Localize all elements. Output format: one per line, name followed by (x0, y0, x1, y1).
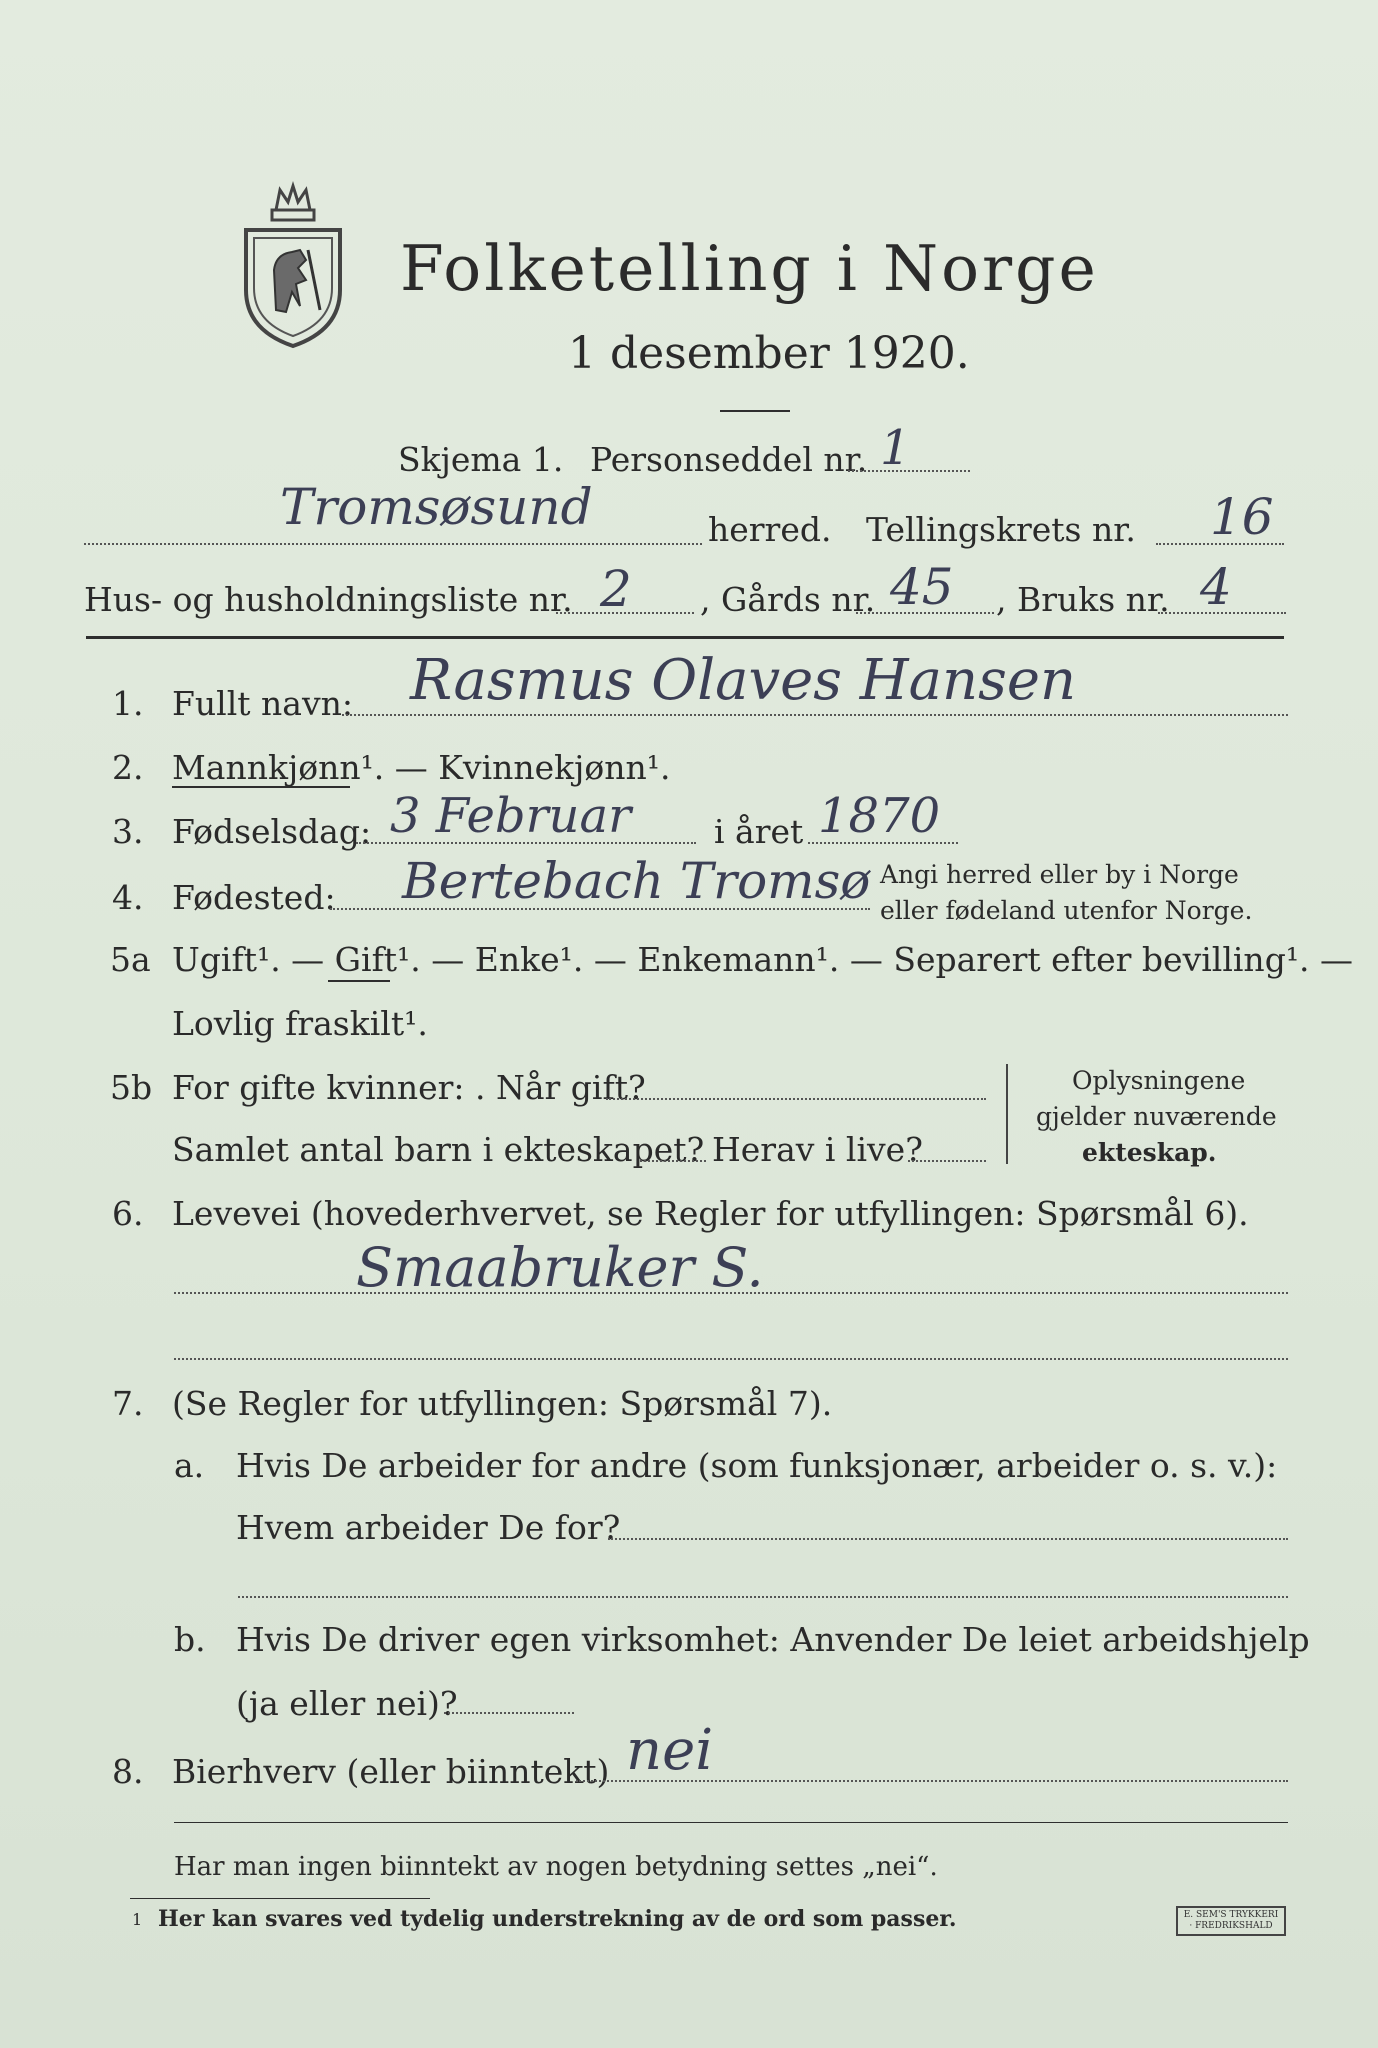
bruks-label: , Bruks nr. (996, 580, 1170, 619)
footer-note: Har man ingen biinntekt av nogen betydning settes „nei“. (174, 1852, 938, 1882)
bruks-value[interactable]: 4 (1200, 558, 1232, 616)
q3-value[interactable]: 3 Februar (390, 788, 632, 844)
q2-underline-mannkjonn (172, 786, 350, 788)
q2-label: Mannkjønn¹. — Kvinnekjønn¹. (172, 748, 671, 787)
footnote-text: Her kan svares ved tydelig understrekning av de ord som passer. (158, 1906, 957, 1932)
q7a-line-1 (608, 1538, 1288, 1540)
q7a-number: a. (174, 1446, 205, 1485)
personseddel-label: Personseddel nr. (590, 440, 868, 479)
q1-line (342, 714, 1288, 716)
q5b-note-2: gjelder nuværende (1036, 1102, 1277, 1131)
q6-number: 6. (112, 1194, 144, 1233)
gards-label: , Gårds nr. (700, 580, 876, 619)
q5a-label-2: Lovlig fraskilt¹. (172, 1004, 428, 1043)
q4-note-1: Angi herred eller by i Norge (880, 860, 1239, 889)
q3-year-value[interactable]: 1870 (818, 788, 941, 844)
q4-number: 4. (112, 878, 144, 917)
q6-line-2 (174, 1358, 1288, 1360)
gards-value[interactable]: 45 (890, 558, 954, 616)
q5b-brace (1006, 1064, 1008, 1164)
form-title: Folketelling i Norge (400, 232, 1099, 305)
q5b-label: For gifte kvinner: . Når gift? (172, 1068, 646, 1107)
tellingskrets-value[interactable]: 16 (1210, 488, 1274, 546)
q5b-alive-line (908, 1160, 986, 1162)
herred-line (84, 543, 702, 545)
q4-value[interactable]: Bertebach Tromsø (402, 852, 871, 910)
q1-value[interactable]: Rasmus Olaves Hansen (410, 648, 1077, 713)
hus-label: Hus- og husholdningsliste nr. (84, 580, 573, 619)
skjema-label: Skjema 1. (398, 440, 564, 479)
q5b-note-1: Oplysningene (1072, 1066, 1246, 1095)
q2-number: 2. (112, 748, 144, 787)
header-divider (86, 636, 1284, 639)
herred-label: herred. (708, 510, 832, 549)
q7a-line-2 (238, 1596, 1288, 1598)
q5a-underline-gift (328, 980, 390, 982)
q7b-label-2: (ja eller nei)? (236, 1684, 458, 1723)
q5b-number: 5b (110, 1068, 153, 1107)
q5b-label-3: Herav i live? (712, 1130, 923, 1169)
q4-note-2: eller fødeland utenfor Norge. (880, 896, 1253, 925)
q5a-label: Ugift¹. — Gift¹. — Enke¹. — Enkemann¹. — Separert efter bevilling¹. — (172, 940, 1354, 979)
footnote-mark: 1 (132, 1910, 143, 1929)
footnote-divider (130, 1898, 430, 1899)
q8-value[interactable]: nei (626, 1718, 714, 1783)
q5b-when-line (606, 1098, 986, 1100)
hus-value[interactable]: 2 (600, 560, 632, 618)
form-date: 1 desember 1920. (568, 328, 970, 379)
personseddel-value[interactable]: 1 (880, 420, 911, 476)
q3-number: 3. (112, 812, 144, 851)
tellingskrets-label: Tellingskrets nr. (866, 510, 1136, 549)
coat-of-arms-icon (236, 180, 350, 350)
q5b-label-2: Samlet antal barn i ekteskapet? (172, 1130, 705, 1169)
q3-label: Fødselsdag: (172, 812, 372, 851)
herred-value[interactable]: Tromsøsund (280, 478, 593, 536)
q6-line-1 (174, 1292, 1288, 1294)
q5b-children-line (640, 1160, 706, 1162)
q1-label: Fullt navn: (172, 684, 353, 723)
q8-label: Bierhverv (eller biinntekt) (172, 1752, 610, 1791)
q6-value[interactable]: Smaabruker S. (356, 1236, 764, 1299)
title-divider (720, 410, 790, 412)
printer-stamp: E. SEM'S TRYKKERI · FREDRIKSHALD (1176, 1906, 1286, 1936)
q5b-note-3: ekteskap. (1082, 1138, 1217, 1167)
q8-number: 8. (112, 1752, 144, 1791)
footer-divider (174, 1822, 1288, 1823)
q7a-label: Hvis De arbeider for andre (som funksjonær, arbeider o. s. v.): (236, 1446, 1278, 1485)
q7b-number: b. (174, 1620, 206, 1659)
q7-label: (Se Regler for utfyllingen: Spørsmål 7). (172, 1384, 833, 1423)
q7b-label: Hvis De driver egen virksomhet: Anvender De leiet arbeidshjelp (236, 1620, 1310, 1659)
q7-number: 7. (112, 1384, 144, 1423)
q7b-line (444, 1712, 574, 1714)
q7a-label-2: Hvem arbeider De for? (236, 1508, 621, 1547)
q4-label: Fødested: (172, 878, 336, 917)
q1-number: 1. (112, 684, 144, 723)
q5a-number: 5a (110, 940, 151, 979)
q6-label: Levevei (hovederhvervet, se Regler for utfyllingen: Spørsmål 6). (172, 1194, 1249, 1233)
q3-year-label: i året (714, 812, 804, 851)
